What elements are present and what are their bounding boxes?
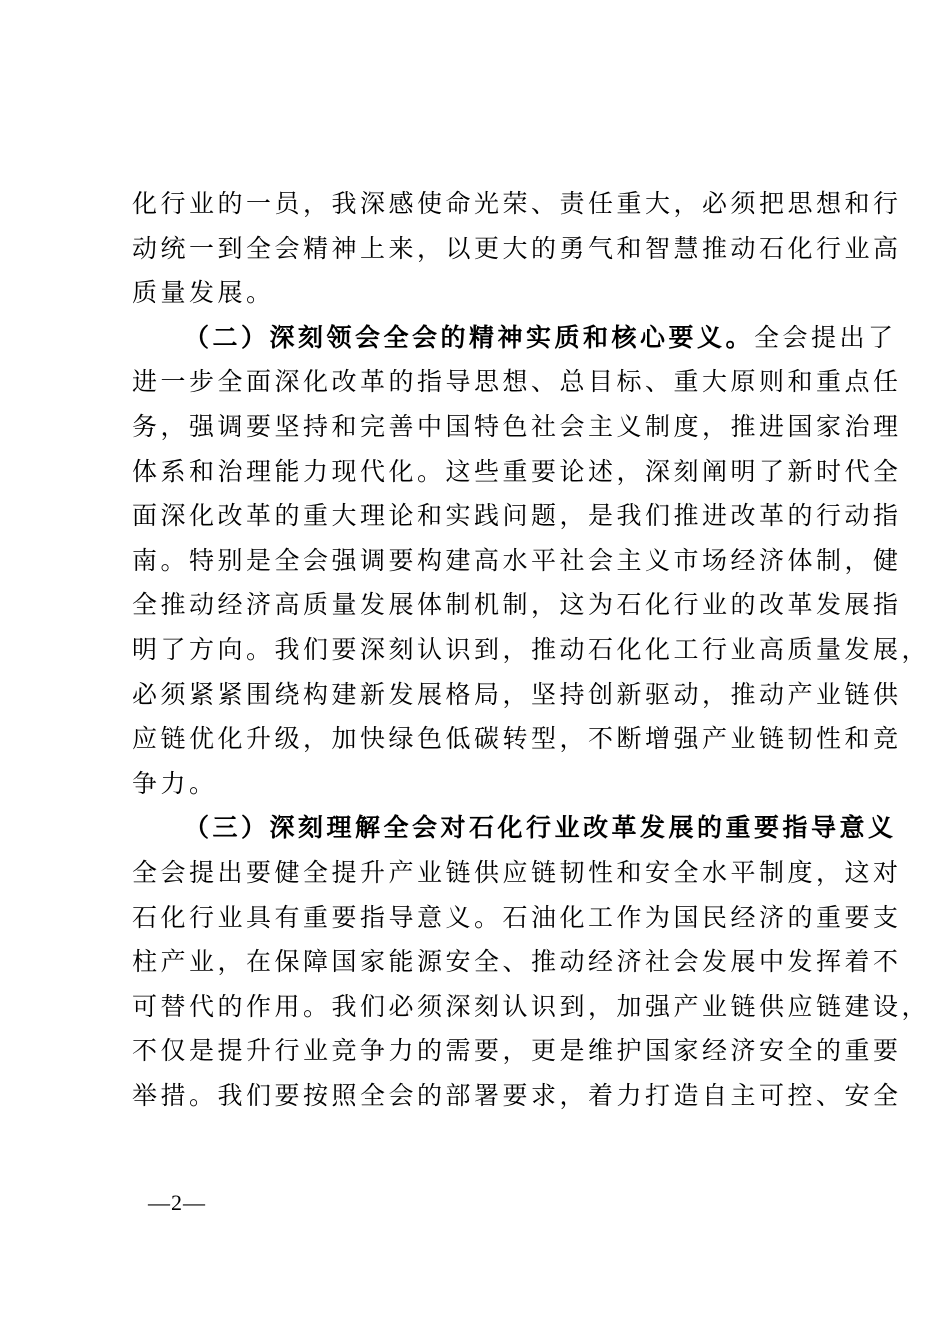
text-line: 明了方向。我们要深刻认识到，推动石化化工行业高质量发展， bbox=[132, 634, 931, 664]
text-line: 质量发展。 bbox=[132, 278, 275, 308]
text-line: 体系和治理能力现代化。这些重要论述，深刻阐明了新时代全 bbox=[132, 456, 902, 486]
text-line: 应链优化升级，加快绿色低碳转型，不断增强产业链韧性和竞 bbox=[132, 724, 902, 754]
text-line: 务，强调要坚持和完善中国特色社会主义制度，推进国家治理 bbox=[132, 411, 902, 441]
text-line: 南。特别是全会强调要构建高水平社会主义市场经济体制，健 bbox=[132, 545, 902, 575]
text-line: 全会提出要健全提升产业链供应链韧性和安全水平制度，这对 bbox=[132, 857, 902, 887]
text-line: 化行业的一员，我深感使命光荣、责任重大，必须把思想和行 bbox=[132, 189, 902, 218]
page-number: —2— bbox=[148, 1190, 206, 1215]
text-line: 面深化改革的重大理论和实践问题，是我们推进改革的行动指 bbox=[132, 501, 902, 531]
text-line: 进一步全面深化改革的指导思想、总目标、重大原则和重点任 bbox=[132, 367, 902, 397]
text-line: 可替代的作用。我们必须深刻认识到，加强产业链供应链建设， bbox=[132, 991, 931, 1021]
text-line: 不仅是提升行业竞争力的需要，更是维护国家经济安全的重要 bbox=[132, 1036, 902, 1066]
text-line: 必须紧紧围绕构建新发展格局，坚持创新驱动，推动产业链供 bbox=[132, 679, 902, 709]
text-line: 举措。我们要按照全会的部署要求，着力打造自主可控、安全 bbox=[132, 1080, 902, 1110]
text-line: 全会提出了 bbox=[754, 322, 897, 352]
section-heading-2-line bbox=[132, 316, 897, 361]
text-line: 柱产业，在保障国家能源安全、推动经济社会发展中发挥着不 bbox=[132, 947, 902, 977]
text-line: 全推动经济高质量发展体制机制，这为石化行业的改革发展指 bbox=[132, 590, 902, 620]
text-line: 石化行业具有重要指导意义。石油化工作为国民经济的重要支 bbox=[132, 902, 902, 932]
body-text bbox=[132, 182, 931, 1118]
section-heading-3: （三）深刻理解全会对石化行业改革发展的重要指导意义 bbox=[184, 813, 897, 843]
text-line: 动统一到全会精神上来，以更大的勇气和智慧推动石化行业高 bbox=[132, 233, 902, 263]
section-heading-2: （二）深刻领会全会的精神实质和核心要义。 bbox=[184, 322, 755, 352]
text-line: 争力。 bbox=[132, 768, 218, 798]
